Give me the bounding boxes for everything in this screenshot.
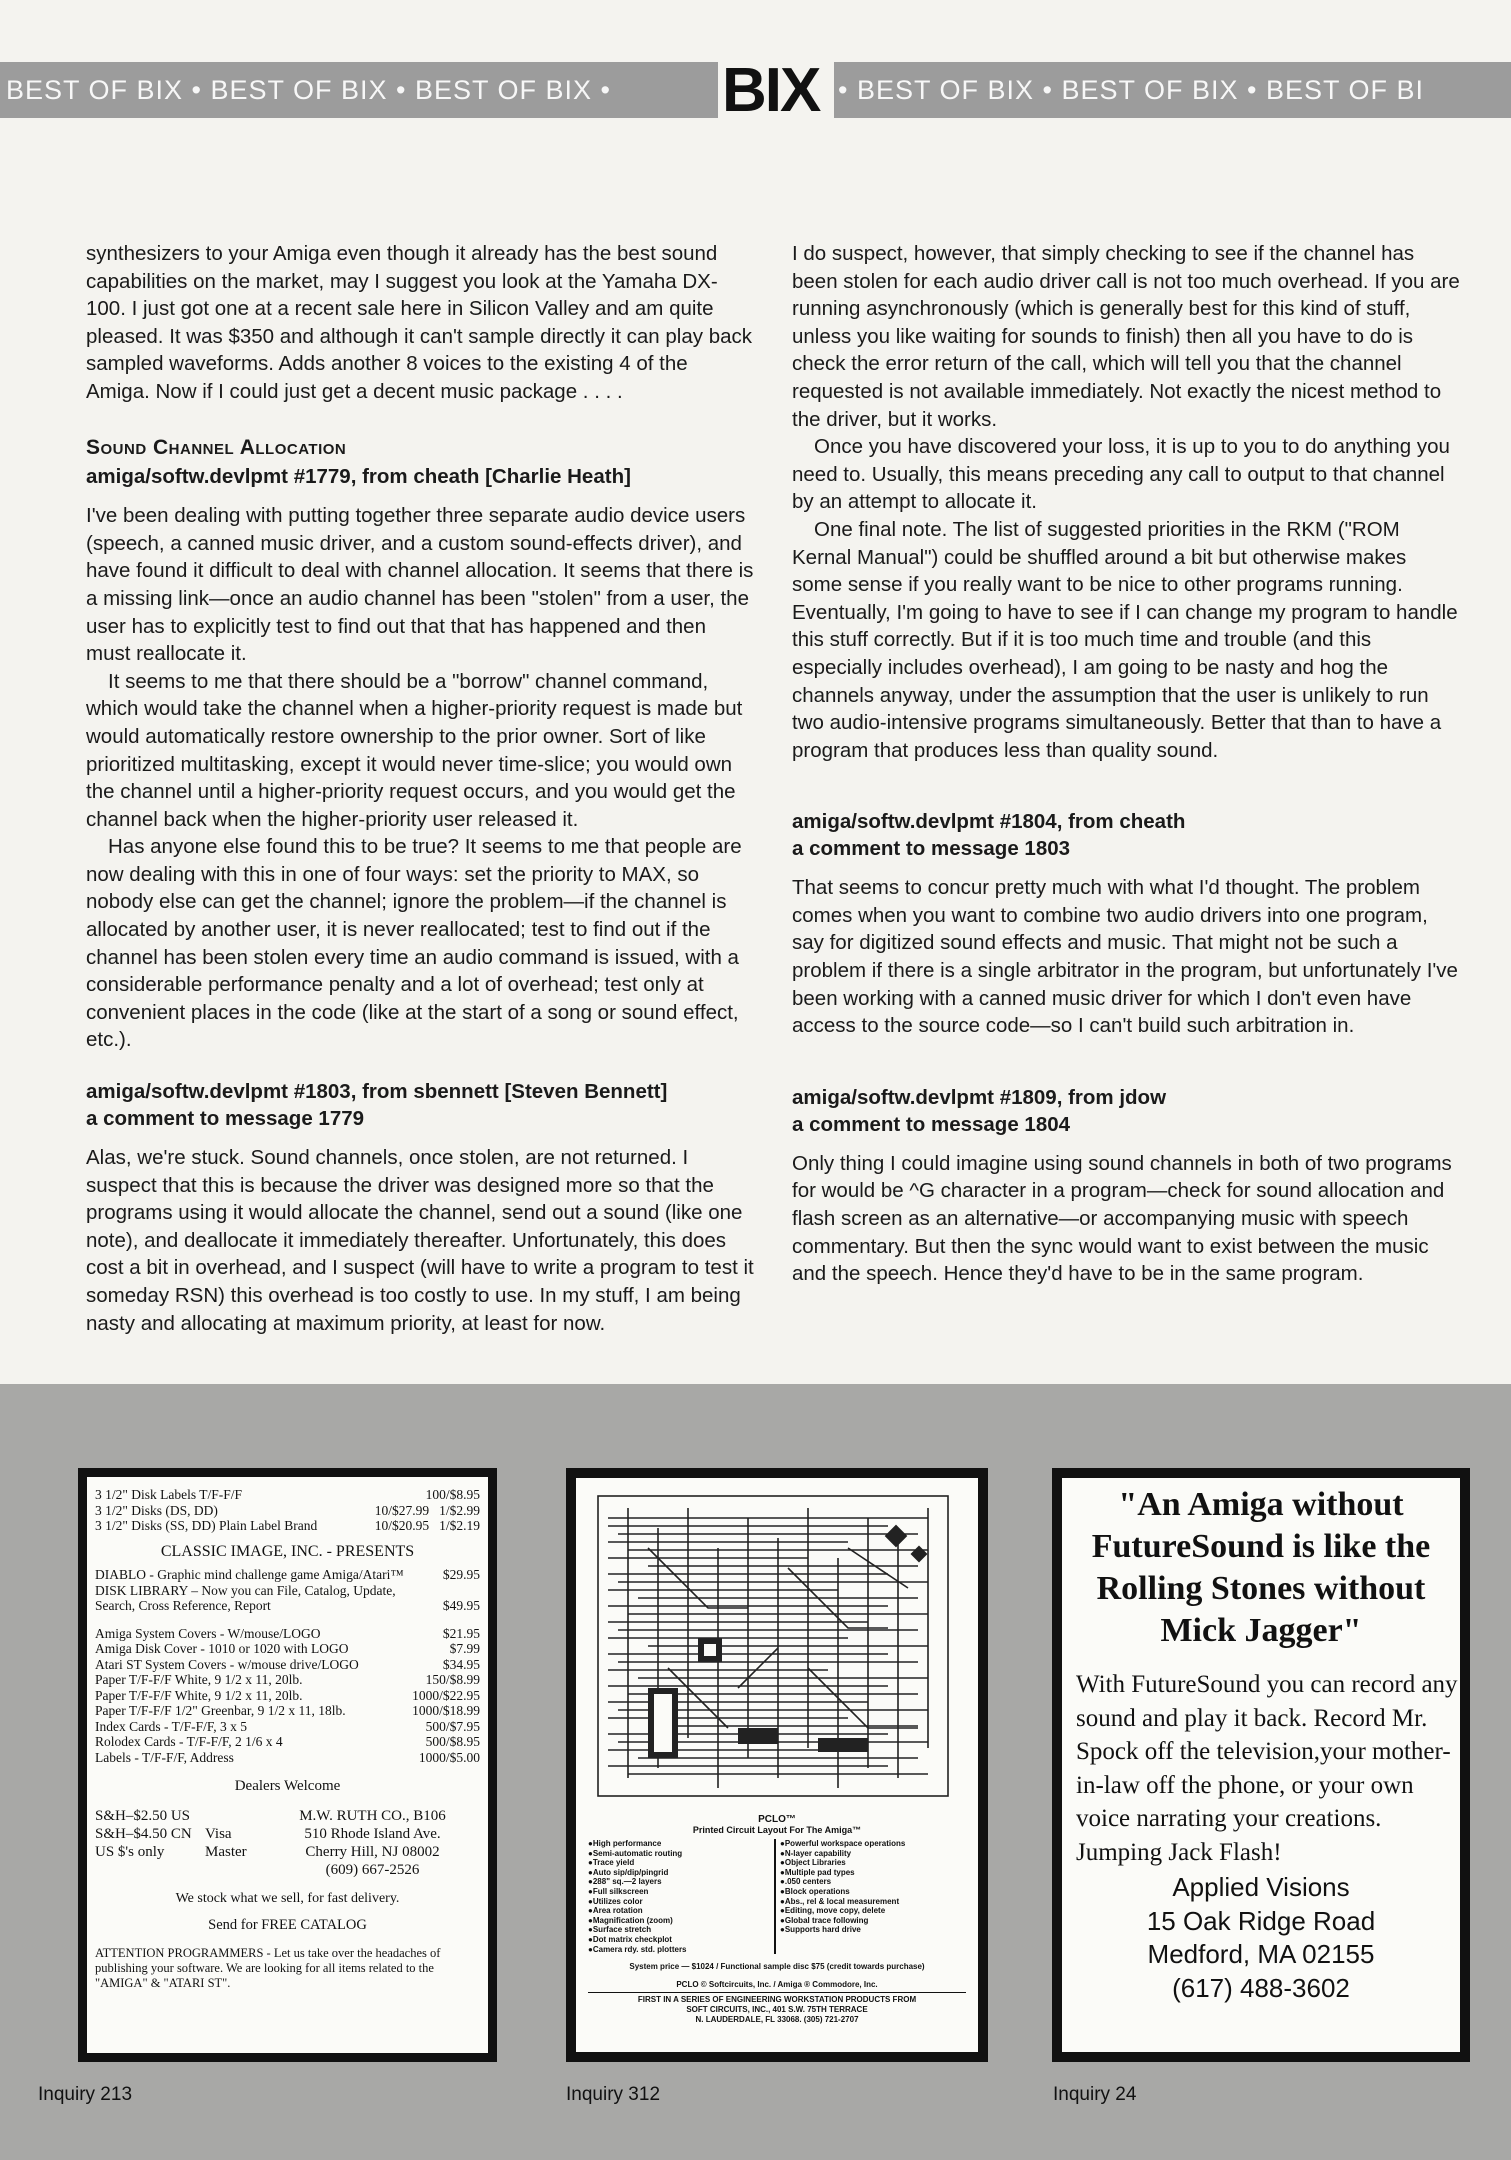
ad3-body: With FutureSound you can record any sound and play it back. Record Mr. Spock off the television,your mother-in-law off the phone, or your own voice narrating your creations. Jumping Jack Flash!	[1076, 1671, 1458, 1866]
feature-item: ● Trace yield	[588, 1858, 774, 1868]
message-1779-paragraph-2: It seems to me that there should be a "borrow" channel command, which would take the channel when a higher-priority request is made but would automatically restore ownership to the prior owner. Sort of like prioritized multitasking, except it would never time-slice; you would own the channel until a higher-priority request occurs, and you would get the channel back when the higher-priority user released it.	[86, 669, 743, 831]
item-name: Index Cards - T/F-F/F, 3 x 5	[95, 1718, 248, 1734]
ad3-street: 15 Oak Ridge Road	[1146, 1905, 1376, 1936]
price-row	[95, 1567, 480, 1583]
feature-item: ● Area rotation	[588, 1906, 774, 1916]
ad-pclo	[566, 1468, 988, 2062]
item-name: Atari ST System Covers - w/mouse drive/LOGO	[95, 1656, 359, 1672]
product-name: PCLO™	[758, 1814, 796, 1825]
price-row	[95, 1487, 480, 1503]
company-block	[588, 1992, 966, 2025]
price-row	[95, 1734, 480, 1750]
message-1803-comment: a comment to message 1779	[86, 1107, 365, 1131]
feature-item: ● 288" sq.—2 layers	[588, 1877, 774, 1887]
item-name: Paper T/F-F/F 1/2" Greenbar, 9 1/2 x 11, 18lb.	[95, 1703, 346, 1718]
price-row	[95, 1503, 480, 1519]
feature-item: ● Abs., rel & local measurement	[780, 1897, 966, 1907]
feature-item: ● Global trace following	[780, 1916, 966, 1926]
price-row	[95, 1598, 480, 1614]
features-right	[774, 1839, 966, 1954]
company-line: SOFT CIRCUITS, INC., 401 S.W. 75TH TERRACE	[686, 2005, 868, 2015]
item-price: 1000/$18.99	[412, 1703, 480, 1718]
item-name: Rolodex Cards - T/F-F/F, 2 1/6 x 4	[95, 1734, 283, 1749]
item-price: $21.95	[442, 1625, 480, 1641]
ad3-quote: "An Amiga without FutureSound is like the Rolling Stones without Mick Jagger"	[1091, 1486, 1431, 1649]
message-1804-paragraph: That seems to concur pretty much with what I'd thought. The problem comes when you want to combine two audio drivers into one program, say for digitized sound effects and music. That might not be such a problem if there is a single arbitrator in the program, but unfortunately I've been working with a canned music driver for which I don't even have access to the source code—so I can't build such arbitration in.	[792, 876, 1458, 1038]
message-1809-from: amiga/softw.devlpmt #1809, from jdow	[792, 1085, 1167, 1109]
price-row	[95, 1657, 480, 1673]
item-name: 3 1/2" Disk Labels T/F-F/F	[95, 1487, 243, 1502]
item-name: Labels - T/F-F/F, Address	[95, 1749, 234, 1765]
feature-item: ● Utilizes color	[588, 1897, 774, 1907]
price-line: System price — $1024 / Functional sample disc $75 (credit towards purchase)	[629, 1962, 925, 1972]
message-1809-comment: a comment to message 1804	[792, 1112, 1071, 1136]
attention-programmers: ATTENTION PROGRAMMERS - Let us take over the headaches of publishing your software. We are looking for all items related to the "AMIGA" & "ATARI ST".	[95, 1945, 441, 1990]
message-1804-header	[792, 808, 1460, 862]
inquiry-312: Inquiry 312	[566, 2084, 661, 2105]
credits-line: PCLO © Softcircuits, Inc. / Amiga ® Commodore, Inc.	[676, 1980, 878, 1990]
feature-item: ● Surface stretch	[588, 1925, 774, 1935]
feature-item: ● Supports hard drive	[780, 1925, 966, 1935]
item-price: 1/$2.19	[439, 1518, 480, 1533]
price-row	[95, 1688, 480, 1704]
circuit-board-image	[588, 1488, 966, 1806]
intro-paragraph: synthesizers to your Amiga even though it already has the best sound capabilities on the market, may I suggest you look at the Yamaha DX-100. I just got one at a recent sale here in Silicon Valley and am quite pleased. It was $350 and although it can't sample directly it can play back sampled waveforms. Adds another 8 voices to the existing 4 of the Amiga. Now if I could just get a decent music package . . . .	[86, 242, 752, 403]
ad-futuresound-panel	[1062, 1478, 1460, 2052]
price-row	[95, 1626, 480, 1642]
header-right-text: • BEST OF BIX • BEST OF BIX • BEST OF BI	[838, 75, 1424, 105]
ad1-heading: CLASSIC IMAGE, INC. - PRESENTS	[160, 1542, 415, 1560]
item-name: Search, Cross Reference, Report	[95, 1598, 271, 1613]
item-name: DIABLO - Graphic mind challenge game Amiga/Atari™	[95, 1567, 404, 1582]
price-row	[95, 1518, 480, 1534]
section-title: Sound Channel Allocation	[86, 435, 347, 459]
item-price: 100/$8.95	[425, 1487, 480, 1502]
price-row	[95, 1641, 480, 1657]
inquiry-213: Inquiry 213	[38, 2084, 133, 2105]
ad-pclo-panel	[576, 1478, 978, 2052]
product-subtitle: Printed Circuit Layout For The Amiga™	[692, 1825, 862, 1835]
shipping-us: S&H–$2.50 US	[95, 1807, 191, 1824]
message-1779-paragraph-1: I've been dealing with putting together three separate audio device users (speech, a canned music driver, and a custom sound-effects driver), and have found it difficult to deal with channel allocation. It seems that there is a missing link—once an audio channel has been "stolen" from a user, the user has to explicitly test to find out that that has happened and then must reallocate it.	[86, 504, 754, 666]
phone-number: (609) 667-2526	[325, 1861, 420, 1878]
message-1779-header: amiga/softw.devlpmt #1779, from cheath [Charlie Heath]	[86, 465, 631, 489]
message-1803-paragraph-3: Once you have discovered your loss, it is up to you to do anything you need to. Usually, this means preceding any call to output to that channel by an attempt to allocate it.	[792, 435, 1450, 514]
catalog-offer: Send for FREE CATALOG	[208, 1917, 367, 1933]
item-price: 10/$27.99	[374, 1502, 430, 1518]
item-price: 1/$2.99	[439, 1502, 480, 1518]
feature-item: ● High performance	[588, 1839, 774, 1849]
feature-item: ● .050 centers	[780, 1877, 966, 1887]
left-column	[86, 240, 756, 1337]
ad-classic-image	[78, 1468, 497, 2062]
shipping-cn: S&H–$4.50 CN	[95, 1825, 192, 1842]
pclo-description	[588, 1814, 966, 2025]
item-price: $7.99	[449, 1641, 480, 1656]
feature-item: ● Multiple pad types	[780, 1868, 966, 1878]
item-price: 500/$7.95	[425, 1718, 480, 1734]
item-price: $29.95	[442, 1567, 480, 1582]
company-line: N. LAUDERDALE, FL 33068. (305) 721-2707	[695, 2015, 859, 2025]
message-1809-header	[792, 1084, 1460, 1138]
address-line: Cherry Hill, NJ 08002	[305, 1843, 440, 1860]
dealers-welcome: Dealers Welcome	[234, 1778, 341, 1794]
feature-item: ● Magnification (zoom)	[588, 1916, 774, 1926]
ad3-phone: (617) 488-3602	[1172, 1972, 1350, 2003]
feature-item: ● N-layer capability	[780, 1849, 966, 1859]
feature-item: ● Dot matrix checkplot	[588, 1935, 774, 1945]
item-price: $34.95	[442, 1656, 480, 1672]
message-1779-paragraph-3: Has anyone else found this to be true? It seems to me that people are now dealing with this in one of four ways: set the priority to MAX, so nobody else can get the channel; ignore the problem—if the channel is allocated by another user, it is never reallocated; test to find out if the channel has been stolen every time an audio command is issued, with a considerable performance penalty and a lot of overhead; test only at convenient places in the code (like at the start of a song or sound effect, etc.).	[86, 835, 742, 1052]
address-line: M.W. RUTH CO., B106	[299, 1807, 446, 1824]
header-left-text: BEST OF BIX • BEST OF BIX • BEST OF BIX •	[6, 75, 612, 105]
item-name: Amiga System Covers - W/mouse/LOGO	[95, 1625, 321, 1641]
feature-item: ● Semi-automatic routing	[588, 1849, 774, 1859]
features-left	[588, 1839, 774, 1954]
message-1804-from: amiga/softw.devlpmt #1804, from cheath	[792, 810, 1186, 834]
message-1803-paragraph-2: I do suspect, however, that simply checking to see if the channel has been stolen for each audio driver call is not too much overhead. If you are running asynchronously (which is generally best for this kind of stuff, unless you like waiting for sounds to finish) then all you have to do is check the error return of the call, which will tell you that the channel requested is not available immediately. Not exactly the nicest method to the driver, but it works.	[792, 242, 1460, 431]
message-1803-paragraph-1: Alas, we're stuck. Sound channels, once stolen, are not returned. I suspect that this is because the driver was designed more so that the programs using it would allocate the channel, send out a sound (like one note), and deallocate it immediately thereafter. Unfortunately, this does cost a bit in overhead, and I suspect (will have to write a program to test it someday RSN) this overhead is too costly to use. In my stuff, I am being nasty and allocating at maximum priority, at least for now.	[86, 1146, 754, 1335]
item-price: 150/$8.99	[425, 1672, 480, 1687]
feature-list	[588, 1839, 966, 1954]
item-price: 1000/$22.95	[412, 1687, 480, 1703]
feature-item: ● Block operations	[780, 1887, 966, 1897]
item-name: 3 1/2" Disks (SS, DD) Plain Label Brand	[95, 1518, 318, 1533]
payment-visa: Visa	[205, 1825, 232, 1842]
item-price: 500/$8.95	[425, 1734, 480, 1749]
item-price: $49.95	[442, 1598, 480, 1613]
ad3-company: Applied Visions	[1172, 1872, 1350, 1902]
price-row	[95, 1750, 480, 1766]
item-name: Paper T/F-F/F White, 9 1/2 x 11, 20lb.	[95, 1672, 303, 1687]
feature-item: ● Camera rdy. std. plotters	[588, 1945, 774, 1955]
item-name: 3 1/2" Disks (DS, DD)	[95, 1502, 218, 1518]
message-1804-comment: a comment to message 1803	[792, 837, 1071, 861]
item-price: 1000/$5.00	[418, 1749, 480, 1765]
price-row	[95, 1703, 480, 1719]
shipping-block	[95, 1807, 480, 1879]
ad-futuresound	[1052, 1468, 1470, 2062]
company-line: FIRST IN A SERIES OF ENGINEERING WORKSTATION PRODUCTS FROM	[637, 1995, 917, 2005]
disk-library-line: DISK LIBRARY – Now you can File, Catalog, Update,	[95, 1582, 396, 1598]
address-line: 510 Rhode Island Ave.	[304, 1825, 441, 1842]
inquiry-24: Inquiry 24	[1053, 2084, 1137, 2105]
message-1803-from: amiga/softw.devlpmt #1803, from sbennett [Steven Bennett]	[86, 1080, 668, 1104]
feature-item: ● Auto sip/dip/pingrid	[588, 1868, 774, 1878]
price-row	[95, 1719, 480, 1735]
feature-item: ● Full silkscreen	[588, 1887, 774, 1897]
feature-item: ● Editing, move copy, delete	[780, 1906, 966, 1916]
bix-logo: BIX	[722, 56, 820, 125]
item-price: 10/$20.95	[374, 1518, 430, 1533]
feature-item: ● Powerful workspace operations	[780, 1839, 966, 1849]
currency-note: US $'s only	[95, 1843, 165, 1860]
right-column	[792, 240, 1460, 1288]
item-name: Paper T/F-F/F White, 9 1/2 x 11, 20lb.	[95, 1687, 303, 1703]
message-1803-paragraph-4: One final note. The list of suggested priorities in the RKM ("ROM Kernal Manual") could be shuffled around a bit but otherwise makes some sense if you really want to be nice to other programs running. Eventually, I'm going to have to see if I can change my program to handle this stuff correctly. But if it is too much time and trouble (and this especially includes overhead), I am going to be nasty and hog the channels anyway, under the assumption that the user is unlikely to run two audio-intensive programs simultaneously. Better that than to have a program that produces less than quality sound.	[792, 517, 1458, 762]
ad3-city: Medford, MA 02155	[1147, 1939, 1375, 1969]
item-name: Amiga Disk Cover - 1010 or 1020 with LOGO	[95, 1641, 349, 1656]
price-row	[95, 1672, 480, 1688]
stock-note: We stock what we sell, for fast delivery.	[175, 1890, 400, 1906]
feature-item: ● Object Libraries	[780, 1858, 966, 1868]
message-1803-header	[86, 1078, 756, 1132]
message-1809-paragraph: Only thing I could imagine using sound channels in both of two programs for would be ^G character in a program—check for sound allocation and flash screen as an alternative—or accompanying music with speech commentary. But then the sync would want to exist between the music and the speech. Hence they'd have to be in the same program.	[792, 1151, 1452, 1286]
ad-classic-image-panel	[87, 1477, 488, 2053]
payment-master: Master	[205, 1843, 247, 1860]
